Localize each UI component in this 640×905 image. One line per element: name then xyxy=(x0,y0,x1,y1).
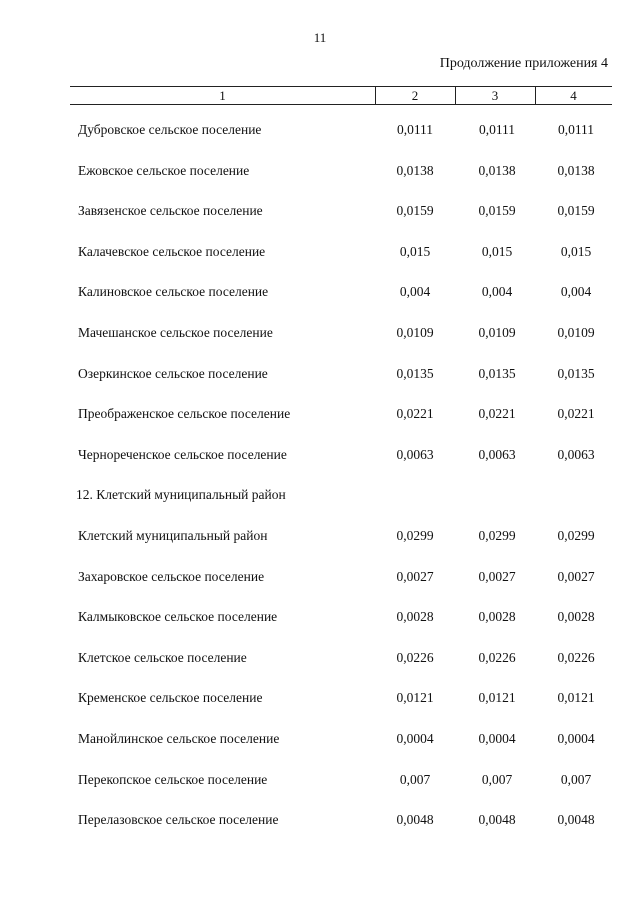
table-row xyxy=(0,524,640,565)
table-row xyxy=(0,768,640,809)
row-value-col4: 0,0121 xyxy=(557,690,595,706)
row-value-col3: 0,0135 xyxy=(478,365,516,381)
row-value-col2: 0,0004 xyxy=(396,730,434,746)
row-value-col3: 0,0138 xyxy=(478,162,516,178)
header-col-3: 3 xyxy=(455,87,536,104)
row-value-col2: 0,007 xyxy=(399,771,431,787)
row-value-col4: 0,0109 xyxy=(557,324,595,340)
row-value-col3: 0,0048 xyxy=(478,812,516,828)
row-value-col3: 0,015 xyxy=(481,243,513,259)
row-name: Ежовское сельское поселение xyxy=(78,162,250,178)
row-value-col3: 0,0028 xyxy=(478,609,516,625)
row-value-col3: 0,0159 xyxy=(478,203,516,219)
row-value-col2: 0,0138 xyxy=(396,162,434,178)
table-row xyxy=(0,686,640,727)
row-value-col2: 0,0111 xyxy=(396,122,434,137)
table-row xyxy=(0,605,640,646)
row-name: Мачешанское сельское поселение xyxy=(78,324,273,340)
row-value-col2: 0,0109 xyxy=(396,324,434,340)
row-name: Дубровское сельское поселение xyxy=(78,122,262,137)
table-row xyxy=(0,808,640,849)
row-value-col3: 0,007 xyxy=(481,771,513,787)
row-value-col3: 0,0063 xyxy=(478,446,516,462)
row-value-col2: 0,0027 xyxy=(396,568,434,584)
table-row xyxy=(0,280,640,321)
row-value-col4: 0,0159 xyxy=(557,203,595,219)
row-value-col4: 0,0028 xyxy=(557,609,595,625)
table-row xyxy=(0,199,640,240)
table-row xyxy=(0,727,640,768)
section-heading-row xyxy=(0,483,640,524)
row-value-col3: 0,004 xyxy=(481,284,513,300)
row-value-col3: 0,0027 xyxy=(478,568,516,584)
section-heading: 12. Клетский муниципальный район xyxy=(76,487,286,503)
row-value-col4: 0,0111 xyxy=(557,122,595,137)
row-value-col2: 0,0221 xyxy=(396,406,434,422)
row-value-col4: 0,004 xyxy=(560,284,592,300)
row-value-col4: 0,007 xyxy=(560,771,592,787)
row-name: Захаровское сельское поселение xyxy=(78,568,265,584)
row-name: Калачевское сельское поселение xyxy=(78,243,266,259)
row-value-col3: 0,0004 xyxy=(478,730,516,746)
header-col-1: 1 xyxy=(70,87,376,104)
table-row xyxy=(0,240,640,281)
table-row xyxy=(0,402,640,443)
row-value-col2: 0,0121 xyxy=(396,690,434,706)
row-name: Клетское сельское поселение xyxy=(78,649,247,665)
appendix-continuation-note: Продолжение приложения 4 xyxy=(439,56,608,71)
table-row xyxy=(0,443,640,484)
row-name: Калмыковское сельское поселение xyxy=(78,609,278,625)
row-value-col3: 0,0226 xyxy=(478,649,516,665)
row-value-col2: 0,0226 xyxy=(396,649,434,665)
row-value-col3: 0,0299 xyxy=(478,527,516,543)
table-row xyxy=(0,321,640,362)
row-value-col2: 0,015 xyxy=(399,243,431,259)
page-number: 11 xyxy=(313,30,327,45)
row-value-col2: 0,0028 xyxy=(396,609,434,625)
table-body xyxy=(0,118,640,849)
row-value-col2: 0,0299 xyxy=(396,527,434,543)
header-col-2: 2 xyxy=(375,87,456,104)
table-row xyxy=(0,565,640,606)
row-value-col4: 0,015 xyxy=(560,243,592,259)
row-value-col4: 0,0299 xyxy=(557,527,595,543)
header-col-4: 4 xyxy=(570,88,577,103)
row-value-col4: 0,0138 xyxy=(557,162,595,178)
row-name: Завязенское сельское поселение xyxy=(78,203,263,219)
row-value-col2: 0,004 xyxy=(399,284,431,300)
table-row xyxy=(0,362,640,403)
row-value-col4: 0,0027 xyxy=(557,568,595,584)
row-value-col4: 0,0063 xyxy=(557,446,595,462)
row-value-col4: 0,0048 xyxy=(557,812,595,828)
row-name: Калиновское сельское поселение xyxy=(78,284,269,300)
row-value-col4: 0,0226 xyxy=(557,649,595,665)
row-name: Чернореченское сельское поселение xyxy=(78,446,287,462)
row-value-col2: 0,0048 xyxy=(396,812,434,828)
row-value-col3: 0,0109 xyxy=(478,324,516,340)
row-name: Озеркинское сельское поселение xyxy=(78,365,268,381)
table-row xyxy=(0,646,640,687)
row-name: Манойлинское сельское поселение xyxy=(78,730,280,746)
row-value-col3: 0,0221 xyxy=(478,406,516,422)
row-value-col4: 0,0221 xyxy=(557,406,595,422)
row-name: Кременское сельское поселение xyxy=(78,690,263,706)
row-value-col2: 0,0063 xyxy=(396,446,434,462)
row-value-col4: 0,0004 xyxy=(557,730,595,746)
row-value-col2: 0,0135 xyxy=(396,365,434,381)
table-row xyxy=(0,159,640,200)
table-row xyxy=(0,118,640,159)
row-name: Клетский муниципальный район xyxy=(78,527,268,543)
row-value-col2: 0,0159 xyxy=(396,203,434,219)
row-name: Перелазовское сельское поселение xyxy=(78,812,279,828)
row-value-col3: 0,0111 xyxy=(478,122,516,137)
row-value-col3: 0,0121 xyxy=(478,690,516,706)
row-value-col4: 0,0135 xyxy=(557,365,595,381)
row-name: Преображенское сельское поселение xyxy=(78,406,291,422)
row-name: Перекопское сельское поселение xyxy=(78,771,268,787)
table-header xyxy=(70,86,612,105)
